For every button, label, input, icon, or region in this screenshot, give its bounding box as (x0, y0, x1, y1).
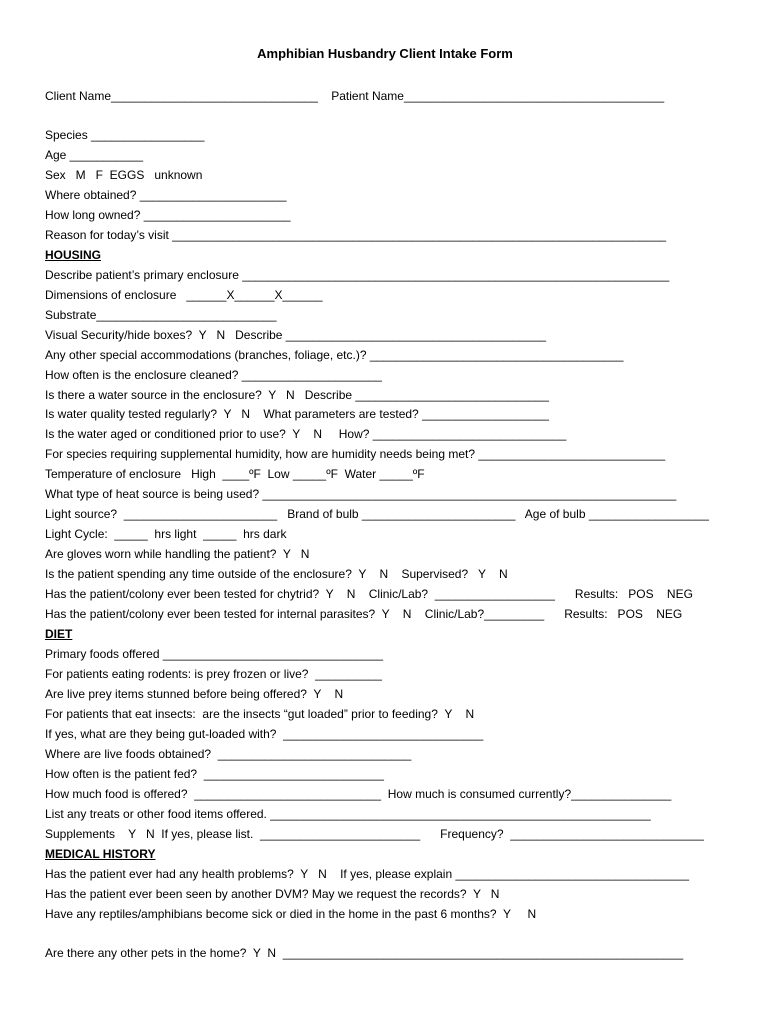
form-field-line[interactable]: Light Cycle: _____ hrs light _____ hrs dark (45, 527, 287, 541)
form-field-line[interactable]: Has the patient ever been seen by another DVM? May we request the records? Y N (45, 887, 500, 901)
section-heading: DIET (45, 627, 73, 641)
form-field-line[interactable]: Client Name_______________________________ Patient Name_______________________________________ (45, 89, 665, 103)
form-field-line[interactable]: Has the patient/colony ever been tested for internal parasites? Y N Clinic/Lab?_________ Results: POS NEG (45, 607, 683, 621)
form-field-line[interactable]: How often is the patient fed? ___________________________ (45, 767, 384, 781)
form-field-line[interactable]: Is there a water source in the enclosure? Y N Describe _____________________________ (45, 388, 549, 402)
form-field-line[interactable]: Where are live foods obtained? _____________________________ (45, 747, 412, 761)
form-field-line[interactable]: Any other special accommodations (branches, foliage, etc.)? ______________________________________ (45, 348, 624, 362)
form-field-line[interactable]: Substrate___________________________ (45, 308, 277, 322)
form-field-line[interactable]: What type of heat source is being used? ______________________________________________________________ (45, 487, 677, 501)
form-field-line[interactable]: Primary foods offered _________________________________ (45, 647, 384, 661)
form-field-line[interactable]: Has the patient/colony ever been tested for chytrid? Y N Clinic/Lab? __________________ Results: POS NEG (45, 587, 693, 601)
form-field-line[interactable]: Sex M F EGGS unknown (45, 168, 203, 182)
form-field-line[interactable]: If yes, what are they being gut-loaded with? ______________________________ (45, 727, 484, 741)
form-field-line[interactable]: Reason for today’s visit __________________________________________________________________________ (45, 228, 667, 242)
section-heading: MEDICAL HISTORY (45, 847, 156, 861)
form-field-line[interactable]: Age ___________ (45, 148, 144, 162)
form-field-line[interactable]: Where obtained? ______________________ (45, 188, 287, 202)
form-field-line[interactable]: Have any reptiles/amphibians become sick or died in the home in the past 6 months? Y N (45, 907, 537, 921)
form-title: Amphibian Husbandry Client Intake Form (257, 46, 513, 61)
form-field-line[interactable]: Are gloves worn while handling the patient? Y N (45, 547, 310, 561)
form-field-line[interactable]: Temperature of enclosure High ____ºF Low _____ºF Water _____ºF (45, 467, 425, 481)
form-field-line[interactable]: Are there any other pets in the home? Y N ____________________________________________________________ (45, 946, 684, 960)
form-field-line[interactable]: Species _________________ (45, 128, 205, 142)
section-heading: HOUSING (45, 248, 102, 262)
form-field-line[interactable]: Is water quality tested regularly? Y N What parameters are tested? ___________________ (45, 407, 549, 421)
form-field-line[interactable]: For species requiring supplemental humidity, how are humidity needs being met? ____________________________ (45, 447, 666, 461)
form-field-line[interactable]: Dimensions of enclosure ______X______X______ (45, 288, 323, 302)
form-field-line[interactable]: Light source? _______________________ Brand of bulb _______________________ Age of bulb __________________ (45, 507, 709, 521)
form-field-line[interactable]: Has the patient ever had any health problems? Y N If yes, please explain ___________________________________ (45, 867, 690, 881)
form-field-line[interactable]: Is the patient spending any time outside of the enclosure? Y N Supervised? Y N (45, 567, 508, 581)
form-field-line[interactable]: How much food is offered? ____________________________ How much is consumed currently?_______________ (45, 787, 672, 801)
form-field-line[interactable]: For patients eating rodents: is prey frozen or live? __________ (45, 667, 382, 681)
form-field-line[interactable]: Visual Security/hide boxes? Y N Describe _______________________________________ (45, 328, 547, 342)
form-field-line[interactable]: Are live prey items stunned before being offered? Y N (45, 687, 344, 701)
form-field-line[interactable]: List any treats or other food items offered. _________________________________________________________ (45, 807, 651, 821)
form-field-line[interactable]: How often is the enclosure cleaned? _____________________ (45, 368, 382, 382)
form-field-line[interactable]: Describe patient’s primary enclosure ________________________________________________________________ (45, 268, 670, 282)
form-field-line[interactable]: For patients that eat insects: are the insects “gut loaded” prior to feeding? Y N (45, 707, 475, 721)
form-field-line[interactable]: Is the water aged or conditioned prior to use? Y N How? _____________________________ (45, 427, 567, 441)
form-field-line[interactable]: Supplements Y N If yes, please list. ________________________ Frequency? _____________________________ (45, 827, 704, 841)
form-field-line[interactable]: How long owned? ______________________ (45, 208, 291, 222)
